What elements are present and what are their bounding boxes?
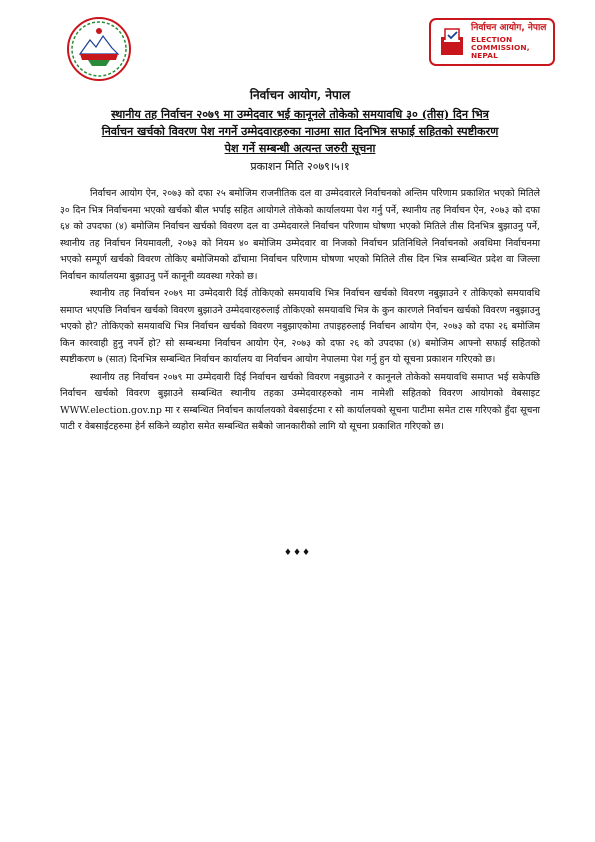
notice-title-line-2: निर्वाचन खर्चको विवरण पेश नगर्ने उम्मेदवारहरुका नाउमा सात दिनभित्र सफाई सहितको स्पष्टीकरण xyxy=(101,124,499,138)
paragraph-website-notice: स्थानीय तह निर्वाचन २०७९ मा उम्मेदवारी दिई निर्वाचन खर्चको विवरण नबुझाउने र कानूनले तोकेको समयावधि समाप्त भई सकेपछि निर्वाचन खर्चको विवरण बुझाउने सम्बन्धित स्थानीय तहका उम्मेदवारहरुको नाम नामेशी सहितको विवरण आयोगको वेबसाइट WWW.election.gov.np मा र सम्बन्धित निर्वाचन कार्यालयको वेबसाईटमा र सो कार्यालयको सूचना पाटीमा समेत टास गरिएको हुँदा सूचना पाटी र वेबसाईटहरुमा हेर्न सकिने व्यहोरा समेत सम्बन्धित सबैको जानकारीको लागि यो सूचना प्रकाशित गरिएको छ। xyxy=(60,371,540,432)
paragraph-clarification-request: स्थानीय तह निर्वाचन २०७९ मा उम्मेदवारी दिई तोकिएको समयावधि भित्र निर्वाचन खर्चको विवरण नबुझाउने र तोकिएको समयावधि समाप्त भएपछि निर्वाचन खर्चको विवरण बुझाउने उम्मेदवारहरुलाई तोकिएको समयावधि भित्र के कुन कारणले निर्वाचन खर्चको विवरण नबुझाउनु भएको हो? तोकिएको समयावधि भित्र निर्वाचन खर्चको विवरण नबुझाएकोमा तपाइहरुलाई निर्वाचन आयोग ऐन, २०७३ को दफा २६ बमोजिम किन कारवाही हुनु नपर्ने हो? सो सम्बन्धमा निर्वाचन आयोग ऐन, २०७३ को दफा २६ को उपदफा (४) बमोजिम आफ्नो सफाई सहितको स्पष्टीकरण ७ (सात) दिनभित्र सम्बन्धित निर्वाचन कार्यालय वा निर्वाचन आयोग नेपालमा पेश गर्नु हुन यो सूचना प्रकाशन गरिएको छ। xyxy=(60,288,540,365)
nepal-government-emblem xyxy=(66,16,132,82)
notice-header xyxy=(60,86,540,174)
ec-name-nepali: निर्वाचन आयोग, नेपाल xyxy=(471,22,547,33)
election-commission-logo xyxy=(429,18,555,66)
notice-title-line-3: पेश गर्ने सम्बन्धी अत्यन्त जरुरी सूचना xyxy=(224,141,376,155)
notice-body xyxy=(60,186,540,437)
end-divider: ♦♦♦ xyxy=(283,548,312,558)
paragraph-legal-provision: निर्वाचन आयोग ऐन, २०७३ को दफा २५ बमोजिम राजनीतिक दल वा उम्मेदवारले निर्वाचनको अन्तिम परिणाम प्रकाशित भएको मितिले ३० दिन भित्र निर्वाचनमा भएको खर्चको बील भर्पाइ सहित आयोगले तोकेको कार्यालयमा पेश गर्नु पर्ने, स्थानीय तह निर्वाचन ऐन, २०७३ को दफा ६४ को उपदफा (४) बमोजिम निर्वाचन खर्चको विवरण दल वा उम्मेदवारले निर्वाचन परिणाम घोषणा भएको मितिले तीस दिनभित्र बुझाउनु पर्ने, स्थानीय तह निर्वाचन नियमावली, २०७३ को नियम ४० बमोजिम उम्मेदवार वा निजको निर्वाचन प्रतिनिधिले निर्वाचनको अवधिमा निर्वाचनमा भएको सम्पूर्ण खर्चको विवरण तोकिए बमोजिमको ढाँचामा निर्वाचन परिणाम घोषणा भएको मितिले तीस दिन भित्र सम्बन्धित प्रदेश वा जिल्ला निर्वाचन कार्यालयमा बुझाउनु पर्ने कानूनी व्यवस्था गरेको छ। xyxy=(60,188,540,282)
notice-title-line-1: स्थानीय तह निर्वाचन २०७९ मा उम्मेदवार भई कानूनले तोकेको समयावधि ३० (तीस) दिन भित्र xyxy=(111,107,489,121)
organization-name: निर्वाचन आयोग, नेपाल xyxy=(249,88,351,102)
publication-date: प्रकाशन मिति २०७९।५।१ xyxy=(250,160,350,173)
ec-name-english: ELECTION COMMISSION, NEPAL xyxy=(471,34,530,61)
ballot-box-icon xyxy=(439,27,465,57)
